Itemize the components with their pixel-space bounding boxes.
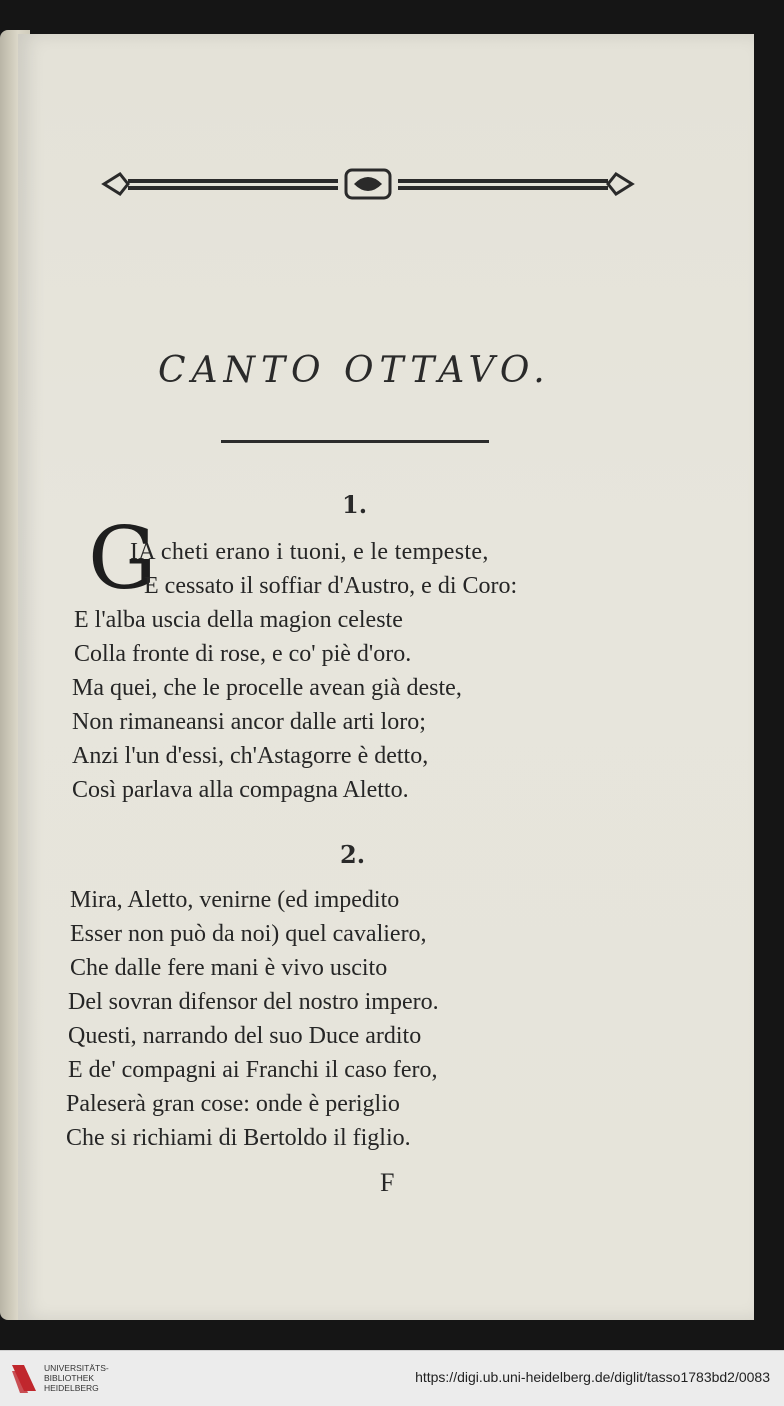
permalink-url[interactable]: https://digi.ub.uni-heidelberg.de/diglit/tasso1783bd2/0083 bbox=[415, 1369, 770, 1385]
verse-line: Colla fronte di rose, e co' piè d'oro. bbox=[74, 641, 412, 667]
title-rule bbox=[221, 440, 489, 443]
canto-title: CANTO OTTAVO. bbox=[158, 350, 551, 391]
library-name bbox=[44, 1363, 109, 1393]
library-name-line: UNIVERSITÄTS- bbox=[44, 1363, 109, 1373]
verse-line: E de' compagni ai Franchi il caso fero, bbox=[68, 1057, 438, 1083]
verse-line: Del sovran difensor del nostro impero. bbox=[68, 989, 439, 1015]
signature-mark: F bbox=[380, 1168, 395, 1197]
verse-line: E cessato il soffiar d'Austro, e di Coro: bbox=[144, 573, 518, 599]
heidelberg-library-logo-icon[interactable] bbox=[10, 1361, 38, 1397]
verse-line: Paleserà gran cose: onde è periglio bbox=[66, 1091, 400, 1117]
library-name-line: BIBLIOTHEK bbox=[44, 1373, 95, 1383]
verse-line: Non rimaneansi ancor dalle arti loro; bbox=[72, 709, 426, 735]
verse-line: IA cheti erano i tuoni, e le tempeste, bbox=[130, 539, 489, 565]
verse-line: Così parlava alla compagna Aletto. bbox=[72, 777, 409, 803]
verse-line: Questi, narrando del suo Duce ardito bbox=[68, 1023, 422, 1049]
book-page bbox=[18, 34, 754, 1320]
verse-line: Mira, Aletto, venirne (ed impedito bbox=[70, 887, 400, 913]
stanza-number: 2. bbox=[340, 840, 366, 869]
library-name-line: HEIDELBERG bbox=[44, 1383, 99, 1393]
verse-line: Anzi l'un d'essi, ch'Astagorre è detto, bbox=[72, 743, 429, 769]
verse-line: Che si richiami di Bertoldo il figlio. bbox=[66, 1125, 411, 1151]
verse-line: Che dalle fere mani è vivo uscito bbox=[70, 955, 388, 981]
drop-capital: G bbox=[88, 509, 157, 609]
verse-line: E l'alba uscia della magion celeste bbox=[74, 607, 403, 633]
stanza-number: 1. bbox=[342, 490, 368, 519]
viewer-footer bbox=[0, 1350, 784, 1406]
verse-line: Ma quei, che le procelle avean già deste, bbox=[72, 675, 462, 701]
verse-line: Esser non può da noi) quel cavaliero, bbox=[70, 921, 427, 947]
ornament-divider-icon bbox=[98, 166, 638, 202]
